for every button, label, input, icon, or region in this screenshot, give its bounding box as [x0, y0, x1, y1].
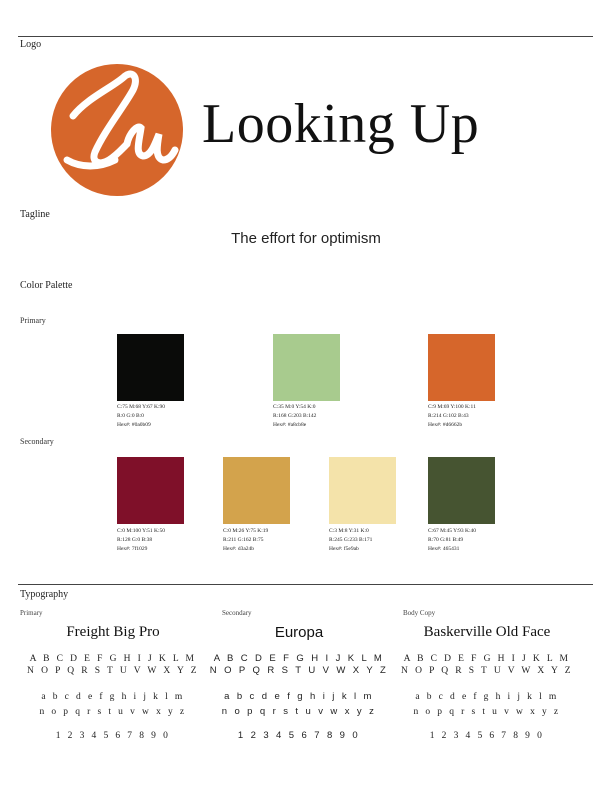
secondary-font-specimen	[204, 624, 394, 742]
tagline-text: The effort for optimism	[231, 230, 381, 247]
spec-sage-green: C:35 M:0 Y:54 K:0 R:168 G:203 B:142 Hex#: #a8cb8e	[273, 404, 317, 428]
swatch-black	[117, 334, 184, 401]
primary-uppercase-2: N O P Q R S T U V W X Y Z	[27, 666, 199, 676]
spec-burnt-orange: C:9 M:69 Y:100 K:11 R:214 G:102 B:43 Hex#: #d6662b	[428, 404, 476, 428]
typography-section-label: Typography	[20, 589, 69, 600]
body-lowercase-1: a b c d e f g h i j k l m	[415, 692, 559, 702]
spec-black: C:75 M:68 Y:67 K:90 R:0 G:0 B:0 Hex#: #0a0b09	[117, 404, 166, 428]
body-font-specimen	[392, 624, 582, 742]
typography-divider	[18, 584, 593, 585]
body-lowercase-2: n o p q r s t u v w x y z	[413, 707, 561, 717]
swatch-maroon	[117, 457, 184, 524]
primary-lowercase-1: a b c d e f g h i j k l m	[41, 692, 185, 702]
spec-cream: C:3 M:8 Y:31 K:0 R:245 G:233 B:171 Hex#: f5e9ab	[329, 528, 373, 552]
tagline-section-label: Tagline	[20, 209, 50, 220]
primary-lowercase-2: n o p q r s t u v w x y z	[39, 707, 187, 717]
body-digits: 1 2 3 4 5 6 7 8 9 0	[429, 731, 545, 741]
primary-uppercase-1: A B C D E F G H I J K L M	[29, 654, 197, 664]
body-uppercase-1: A B C D E F G H I J K L M	[403, 654, 571, 664]
logo-mark	[51, 64, 183, 196]
primary-font-name: Freight Big Pro	[66, 624, 160, 640]
swatch-olive	[428, 457, 495, 524]
secondary-digits: 1 2 3 4 5 6 7 8 9 0	[237, 730, 361, 741]
body-uppercase-2: N O P Q R S T U V W X Y Z	[401, 666, 573, 676]
secondary-uppercase-2: N O P Q R S T U V W X Y Z	[209, 665, 389, 676]
body-font-role: Body Copy	[403, 609, 436, 617]
swatch-mustard	[223, 457, 290, 524]
primary-colors-label: Primary	[20, 316, 46, 325]
brand-wordmark: Looking Up	[202, 93, 480, 155]
swatch-cream	[329, 457, 396, 524]
primary-font-role: Primary	[20, 609, 43, 617]
secondary-lowercase-2: n o p q r s t u v w x y z	[221, 706, 377, 717]
secondary-font-name: Europa	[274, 624, 324, 641]
swatch-sage-green	[273, 334, 340, 401]
swatch-burnt-orange	[428, 334, 495, 401]
logo-section-label: Logo	[20, 39, 42, 50]
secondary-font-role: Secondary	[222, 609, 252, 617]
primary-digits: 1 2 3 4 5 6 7 8 9 0	[55, 731, 171, 741]
spec-olive: C:67 M:45 Y:93 K:40 R:70 G:81 B:49 Hex#: 465431	[428, 528, 477, 552]
primary-font-specimen	[18, 624, 208, 742]
secondary-colors-label: Secondary	[20, 437, 54, 446]
monogram-icon	[51, 64, 183, 196]
body-font-name: Baskerville Old Face	[423, 624, 551, 640]
secondary-lowercase-1: a b c d e f g h i j k l m	[224, 691, 374, 702]
spec-maroon: C:0 M:100 Y:51 K:50 R:128 G:0 B:38 Hex#: 7f1029	[117, 528, 166, 552]
spec-mustard: C:0 M:26 Y:75 K:19 R:211 G:162 B:75 Hex#: d3a24b	[223, 528, 269, 552]
top-divider	[18, 36, 593, 37]
palette-section-label: Color Palette	[20, 280, 73, 291]
secondary-uppercase-1: A B C D E F G H I J K L M	[213, 653, 385, 664]
